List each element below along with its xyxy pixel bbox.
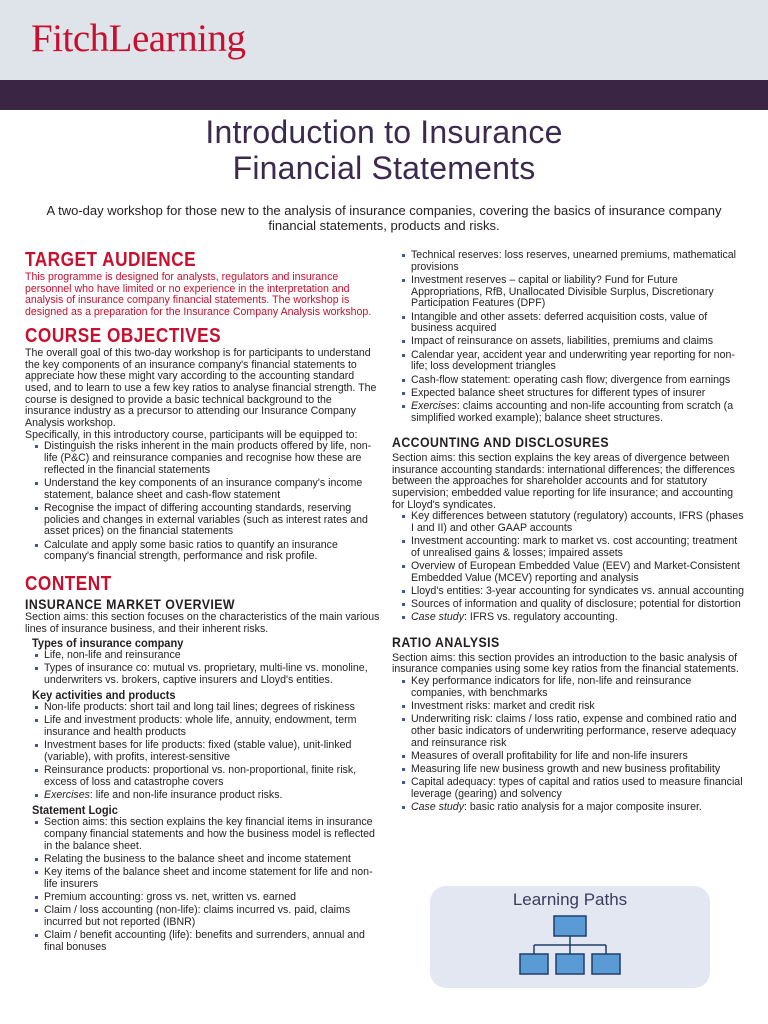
course-objectives-text-2: Specifically, in this introductory course, participants will be equipped to:: [25, 428, 358, 441]
course-objectives-text: The overall goal of this two-day workshop is for participants to understand the key components of an insurance company's financial statements to appreciate how these might vary according to the accounting standard used, and to learn to use a few key ratios to analyse financial strength. The course is designed to provide a basic technical background to the insurance industry as a precursor to attending our Insurance Company Analysis workshop.: [25, 346, 377, 430]
list-item: Investment reserves – capital or liability? Fund for Future Appropriations, RfB, Unallocated Divisible Surplus, Discretionary Participation Features (DPF): [392, 275, 744, 310]
hierarchy-icon: [518, 914, 622, 978]
title-line-1: Introduction to Insurance: [205, 114, 563, 150]
case-study-label: Case study: [411, 611, 464, 624]
course-objectives-heading: COURSE OBJECTIVES: [25, 324, 222, 347]
types-list: [25, 650, 380, 687]
list-item: Life, non-life and reinsurance: [25, 650, 380, 662]
fitch-learning-logo[interactable]: [31, 16, 245, 61]
ratio-list: [392, 676, 744, 814]
list-item: Measuring life new business growth and new business profitability: [392, 764, 744, 776]
list-item: Underwriting risk: claims / loss ratio, expense and combined ratio and other basic indicators of underwriting performance, reserve adequacy and reinsurance risk: [392, 714, 744, 749]
list-item: Cash-flow statement: operating cash flow; divergence from earnings: [392, 375, 744, 387]
case-study-text: : IFRS vs. regulatory accounting.: [464, 611, 618, 624]
ratio-analysis-heading: RATIO ANALYSIS: [392, 633, 500, 650]
logic-list: [25, 817, 380, 953]
list-item: Non-life products: short tail and long tail lines; degrees of riskiness: [25, 702, 380, 714]
list-item: Claim / benefit accounting (life): benefits and surrenders, annual and final bonuses: [25, 930, 380, 953]
header-band: [0, 80, 768, 110]
list-item: Recognise the impact of differing accounting standards, reserving policies and changes in external variables (such as interest rates and asset prices) on the financial statements: [25, 503, 380, 538]
list-item: [25, 790, 380, 802]
list-item: [392, 802, 744, 814]
accounting-list: [392, 511, 744, 624]
list-item: Types of insurance co: mutual vs. proprietary, multi-line vs. monoline, underwriters vs. brokers, captive insurers and Lloyd's entities.: [25, 663, 380, 686]
accounting-aims: Section aims: this section explains the key areas of divergence between insurance accounting standards: international differences; the differences between the approaches for shareholder accounts and for statutory supervision; embedded value reporting for life insurance; and accounting for Lloyd's syndicates.: [392, 451, 735, 511]
list-item: Capital adequacy: types of capital and ratios used to measure financial leverage (gearing) and solvency: [392, 777, 744, 800]
list-item: Key differences between statutory (regulatory) accounts, IFRS (phases I and II) and other GAAP accounts: [392, 511, 744, 534]
right-column: [392, 250, 744, 815]
list-item: Distinguish the risks inherent in the main products offered by life, non-life (P&C) and reinsurance companies and recognise how these are reflected in the financial statements: [25, 441, 380, 476]
activities-list: [25, 702, 380, 802]
exercise-label: Exercises: [411, 399, 457, 412]
learning-paths-box[interactable]: [430, 886, 710, 988]
list-item: Understand the key components of an insurance company's income statement, balance sheet and cash-flow statement: [25, 478, 380, 501]
list-item: Reinsurance products: proportional vs. non-proportional, finite risk, excess of loss and catastrophe covers: [25, 765, 380, 788]
list-item: Investment bases for life products: fixed (stable value), unit-linked (variable), with profits, interest-sensitive: [25, 740, 380, 763]
page-header: [0, 0, 768, 80]
list-item: Intangible and other assets: deferred acquisition costs, value of business acquired: [392, 312, 744, 335]
list-item: Premium accounting: gross vs. net, written vs. earned: [25, 892, 380, 904]
list-item: Sources of information and quality of disclosure; potential for distortion: [392, 599, 744, 611]
list-item: Calculate and apply some basic ratios to quantify an insurance company's financial strength, performance and risk profile.: [25, 540, 380, 563]
list-item: [392, 401, 744, 424]
accounting-heading: ACCOUNTING AND DISCLOSURES: [392, 433, 610, 450]
activities-heading: Key activities and products: [32, 687, 176, 702]
list-item: Impact of reinsurance on assets, liabilities, premiums and claims: [392, 336, 744, 348]
market-overview-aims: Section aims: this section focuses on the characteristics of the main various lines of insurance business, and their inherent risks.: [25, 611, 380, 636]
objectives-list: [25, 441, 380, 563]
title-line-2: Financial Statements: [232, 150, 536, 186]
target-audience-heading: TARGET AUDIENCE: [25, 249, 197, 271]
case-study-text: : basic ratio analysis for a major composite insurer.: [464, 801, 702, 814]
statement-logic-heading: Statement Logic: [32, 803, 118, 818]
left-column: [25, 248, 380, 955]
page-title: [0, 114, 768, 186]
list-item: Key items of the balance sheet and income statement for life and non-life insurers: [25, 867, 380, 890]
exercise-label: Exercises: [44, 788, 90, 801]
list-item: Investment risks: market and credit risk: [392, 701, 744, 713]
list-item: Relating the business to the balance sheet and income statement: [25, 854, 380, 866]
list-item: Claim / loss accounting (non-life): claims incurred vs. paid, claims incurred but not reported (IBNR): [25, 905, 380, 928]
ratio-aims: Section aims: this section provides an introduction to the basic analysis of insurance companies using some key ratios from the financial statements.: [392, 651, 739, 676]
list-item: Lloyd's entities: 3-year accounting for syndicates vs. annual accounting: [392, 586, 744, 598]
list-item: Measures of overall profitability for life and non-life insurers: [392, 751, 744, 763]
list-item: Overview of European Embedded Value (EEV) and Market-Consistent Embedded Value (MCEV) reporting and analysis: [392, 561, 744, 584]
logo-part-learning: Learning: [108, 17, 246, 60]
list-item: Key performance indicators for life, non-life and reinsurance companies, with benchmarks: [392, 676, 744, 699]
list-item: Life and investment products: whole life, annuity, endowment, term insurance and health products: [25, 715, 380, 738]
list-item: Calendar year, accident year and underwriting year reporting for non-life; loss development triangles: [392, 350, 744, 373]
logo-part-fitch: Fitch: [31, 17, 109, 60]
market-overview-heading: INSURANCE MARKET OVERVIEW: [25, 596, 235, 613]
target-audience-text: This programme is designed for analysts, regulators and insurance personnel who have limited or no experience in the interpretation and analysis of insurance company financial statements. The workshop is designed as a preparation for the Insurance Company Analysis workshop.: [25, 271, 372, 319]
list-item: Technical reserves: loss reserves, unearned premiums, mathematical provisions: [392, 250, 744, 273]
case-study-label: Case study: [411, 801, 464, 814]
reserves-list: [392, 250, 744, 424]
list-item: Investment accounting: mark to market vs. cost accounting; treatment of unrealised gains & losses; impaired assets: [392, 536, 744, 559]
list-item: Expected balance sheet structures for different types of insurer: [392, 388, 744, 400]
exercise-text: : life and non-life insurance product risks.: [89, 788, 283, 801]
types-heading: Types of insurance company: [32, 635, 184, 650]
list-item: Section aims: this section explains the key financial items in insurance company financial statements and how the business model is reflected in the balance sheet.: [25, 817, 380, 852]
intro-text: A two-day workshop for those new to the analysis of insurance companies, covering the basics of insurance company financial statements, products and risks.: [46, 203, 722, 233]
exercise-text: : claims accounting and non-life accounting from scratch (a simplified worked example); balance sheet structures.: [411, 399, 734, 424]
learning-paths-title: Learning Paths: [512, 890, 628, 909]
content-heading: CONTENT: [25, 573, 112, 596]
list-item: [392, 612, 744, 624]
